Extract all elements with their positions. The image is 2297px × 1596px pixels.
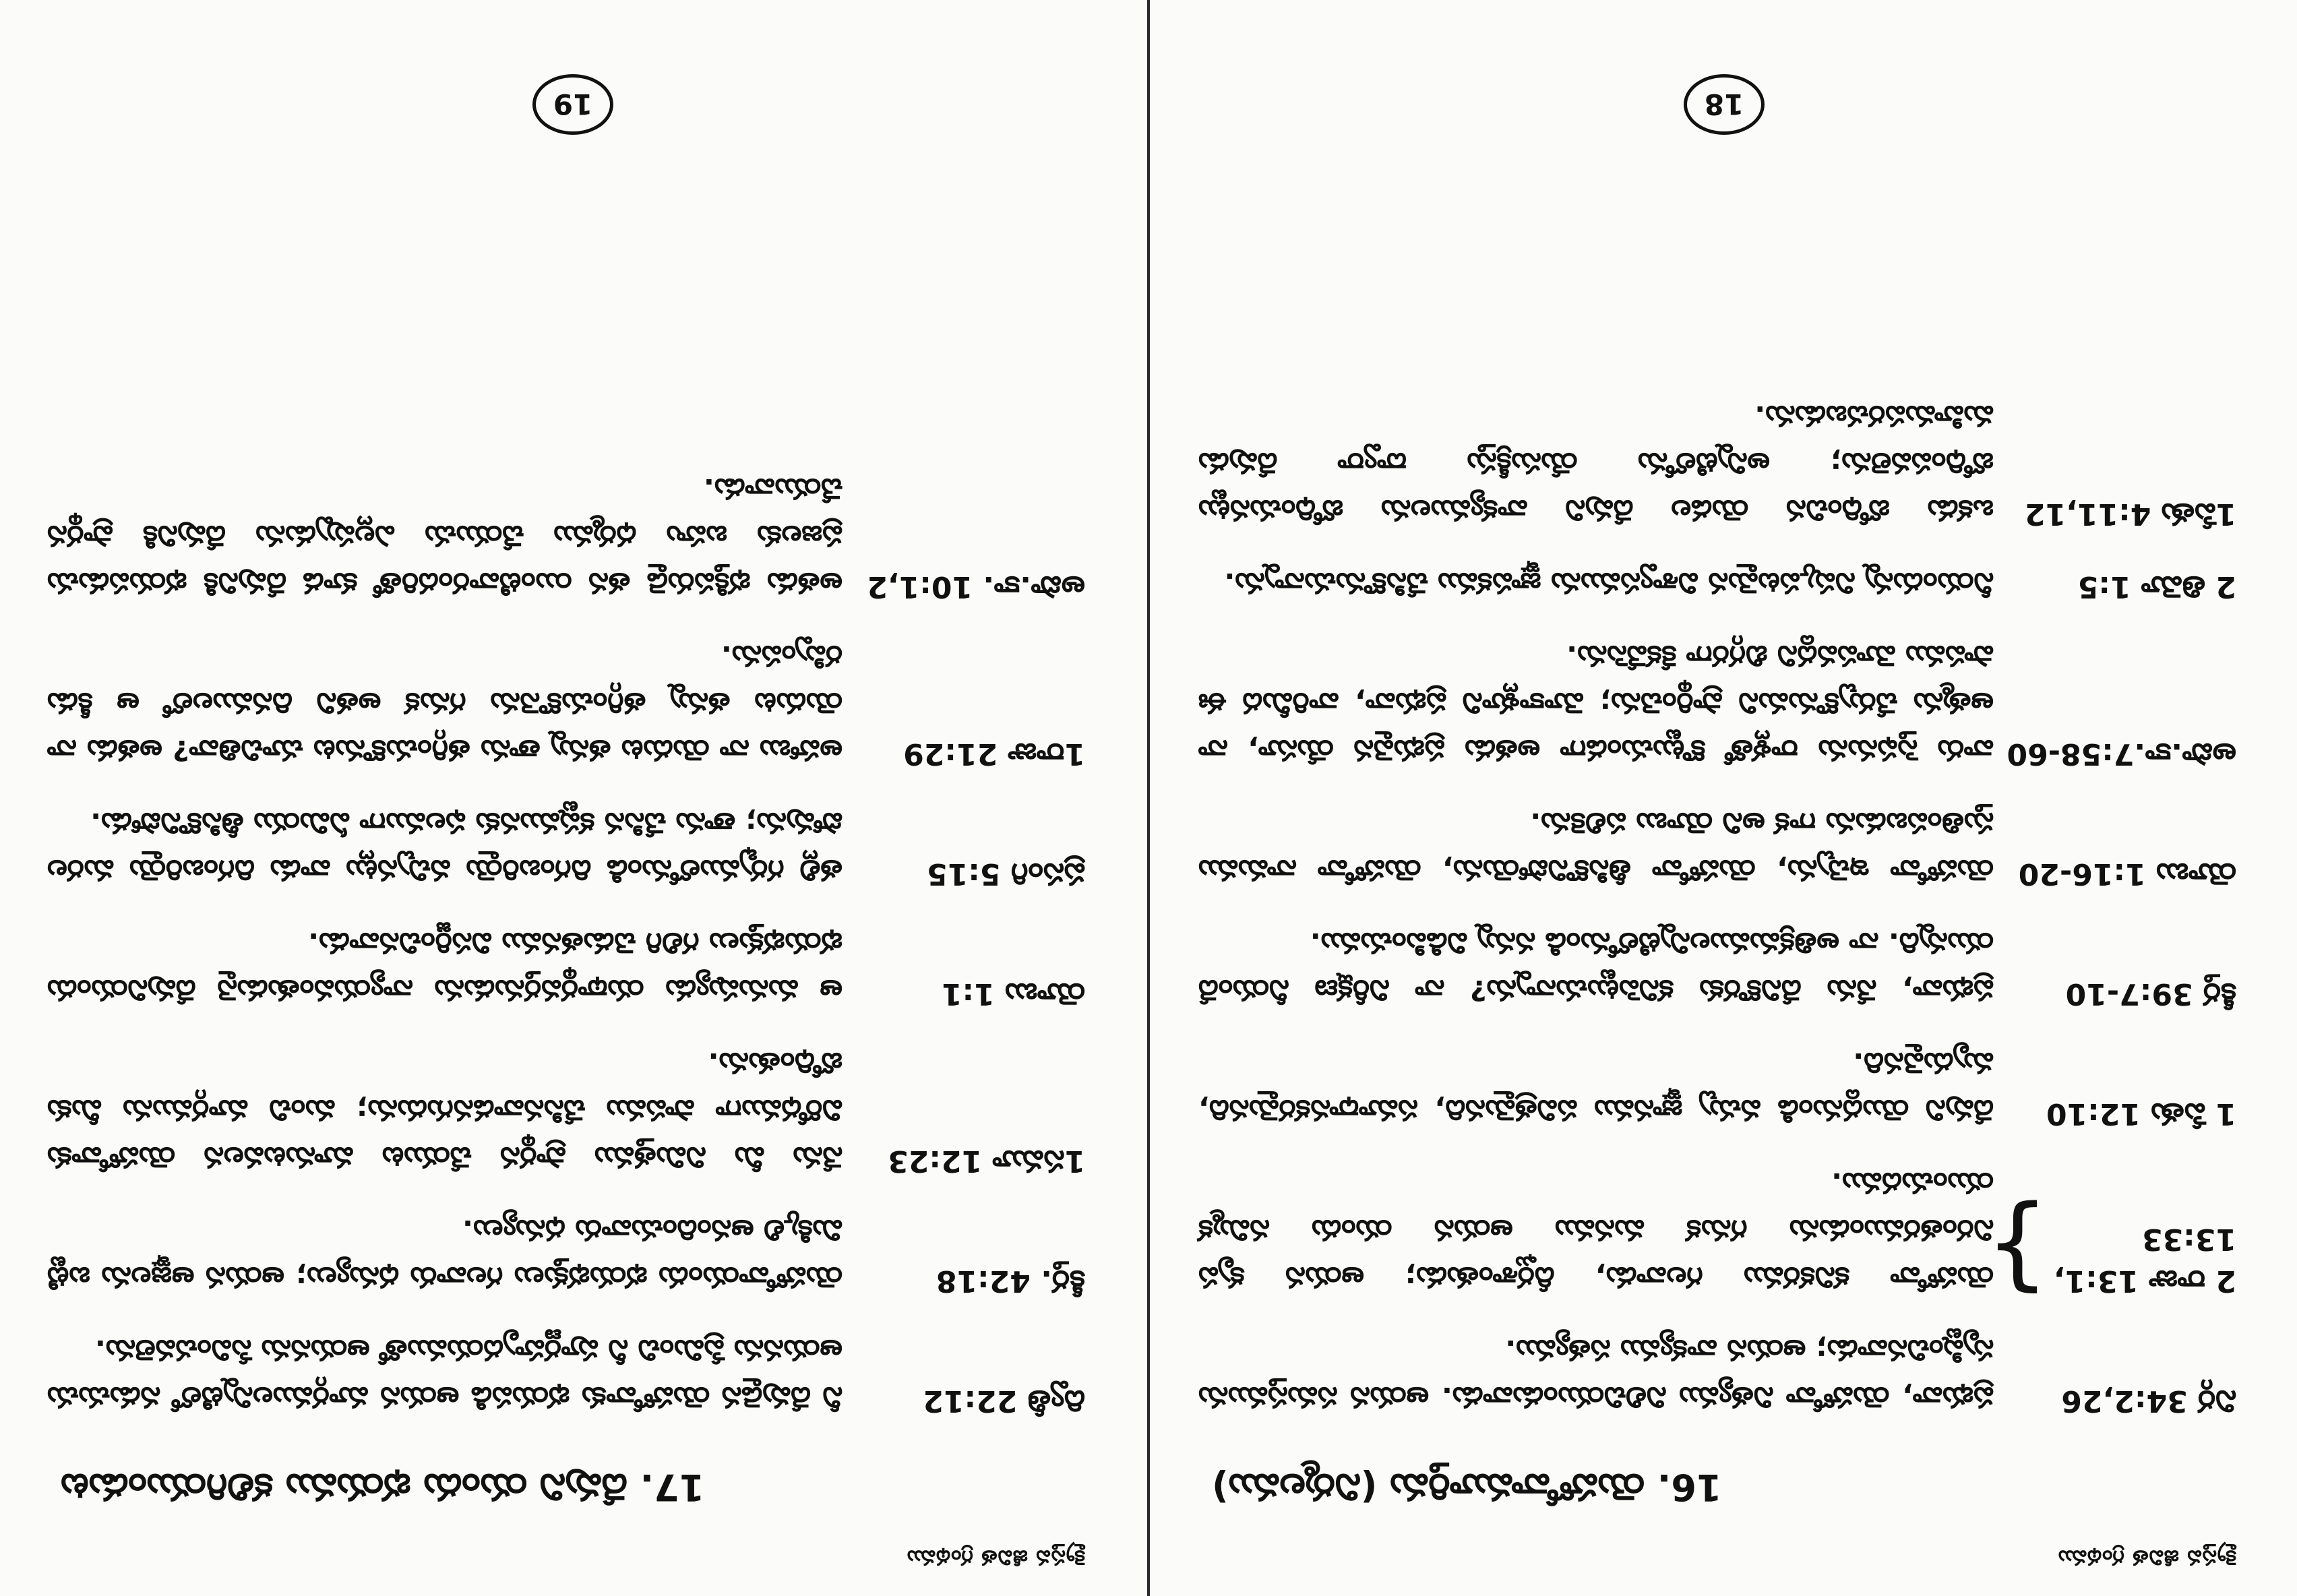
chapter-title: 16. యెహోవామూర్తిమ (నిర్మలము) bbox=[1212, 1466, 1722, 1508]
verse-reference: యోబు 1:1 bbox=[941, 977, 1085, 1011]
page-18 bbox=[1151, 0, 2297, 1596]
verse-entry bbox=[1198, 919, 2236, 1014]
reference-line: 13:33 bbox=[2141, 1222, 2236, 1256]
brace-icon: } bbox=[1985, 1192, 2050, 1310]
verse-text: నేను మీ నిమిత్తము ప్రార్థన చేయుట మానుటవలన యెహోవాకు విరోధముగా పాపము చేసినవాడనగుదును; మంచి మార్గమును మీకు బోధింతును. bbox=[47, 1047, 843, 1174]
verse-reference: 1రాజు 21:29 bbox=[903, 737, 1085, 771]
verse-reference: 1సమూ 12:23 bbox=[888, 1144, 1085, 1178]
verse-text: ఆ మనుష్యుడు యథార్థవర్తనుడును న్యాయవంతుడునై దేవునియందు భయభక్తులు గలిగి చెడుతనము విసర్జించినవాడు. bbox=[47, 927, 843, 1007]
verse-text: ప్రభువా, నేను దేనికొరకు కనిపెట్టుచున్నాను? నా నిరీక్షణ నీయందే యున్నది. నా అతిక్రమములన్నిటిలోనుండి నన్ను విడిపించుము. bbox=[1198, 927, 1994, 1007]
verse-entry bbox=[1198, 799, 2236, 894]
page-gutter bbox=[1147, 0, 1150, 1596]
verse-entry bbox=[1198, 1326, 2236, 1421]
verse-entry bbox=[1198, 1159, 2236, 1310]
verse-text: నీయందున్న నిష్కపటమైన విశ్వాసమును జ్ఞాపకము చేసికొనుచున్నాను. bbox=[1224, 567, 1994, 600]
running-head: క్రైస్తవ జీవిత గ్రంథము bbox=[906, 1545, 1085, 1569]
verse-text: వారు స్తెఫనును రాళ్లతో కొట్టుచుండగా అతడు ప్రభువైన యేసూ, నా ఆత్మను చేర్చుకొనుమని ప్రార్థించెను; మోకాళ్లూని ప్రభువా, వారిమీద ఈ పాపము మోపవద్దని బిగ్గరగా కేకవేసెను. bbox=[1198, 640, 1994, 767]
verse-text: తల్లి గర్భములోనుండి దిగంబరియై వచ్చినట్లు వాడు దిగంబరియై మరల పోవును; తాను చేసిన కష్టమునకు ఫలముగా ఏమియు తీసికొనిపోడు. bbox=[47, 807, 843, 887]
verse-reference: కీర్త 39:7-10 bbox=[2065, 977, 2236, 1011]
verse-reference: 1పేతు 4:11,12 bbox=[2024, 497, 2236, 531]
verse-reference: ద్వితీ 22:12 bbox=[923, 1384, 1085, 1418]
verse-text: అతడు భక్తిపరుడై తన యింటివారందరితో కూడ దేవునికి భయపడుచు ప్రజలకు బహు ధర్మము చేయుచు ఎల్లప్పుడును దేవునికి ప్రార్థన చేయువాడు. bbox=[47, 472, 843, 600]
verse-list bbox=[1198, 367, 2236, 1421]
verse-reference: అపొ.కా.7:58-60 bbox=[2007, 737, 2236, 771]
verse-reference: 2 తిమో 1:5 bbox=[2077, 570, 2236, 604]
verse-entry bbox=[47, 919, 1085, 1014]
verse-entry bbox=[1198, 392, 2236, 534]
verse-text: యెహోవాయందు భయభక్తులు గలవారు ధన్యులు; ఆయన ఆజ్ఞలను బట్టి మిక్కిలి ఆనందించువారు ధన్యులు. bbox=[47, 1214, 843, 1294]
verse-text: ఒకడు బోధించిన యెడల దేవుని వాక్యములను బోధించునట్టు బోధింపవలెను; అన్నిటిలోను యేసుక్రీస్తు ద్వారా దేవుడు మహిమపరచబడును. bbox=[1198, 400, 1994, 527]
verse-reference: కీర్త. 42:18 bbox=[936, 1264, 1085, 1298]
verse-reference: నిర్గ 34:2,26 bbox=[2061, 1384, 2236, 1418]
verse-entry bbox=[47, 1206, 1085, 1301]
verse-reference: 1 పేతు 12:10 bbox=[2046, 1097, 2236, 1131]
verse-entry bbox=[1198, 632, 2236, 774]
verse-reference: అపొ.కా. 10:1,2 bbox=[867, 570, 1085, 604]
verse-entry bbox=[47, 632, 1085, 774]
verse-text: యెహోవా కనికరము గలవాడు, దీర్ఘశాంతుడు; ఆయన కృప నిరంతరముండును గనుక మనము ఆయన యందు నమ్మిక యుంచుదము. bbox=[1198, 1167, 1994, 1294]
verse-entry bbox=[47, 465, 1085, 607]
page-number: 19 bbox=[532, 74, 613, 135]
page-19 bbox=[0, 0, 1146, 1596]
reference-line: 2 రాజు 13:1, bbox=[2053, 1264, 2236, 1298]
verse-reference bbox=[1985, 1159, 2236, 1310]
verse-list bbox=[47, 439, 1085, 1421]
verse-text: దేవుని యొద్దనుండి వచ్చు జ్ఞానము పవిత్రమైనది, సమాధానకరమైనది, మృదువైనది. bbox=[1198, 1047, 1994, 1127]
verse-text: నీ దేవుడైన యెహోవాకు భయపడి ఆయన మార్గములన్నిటిలో నడుచుచు ఆయనను ప్రేమించి నీ పూర్ణహృదయముతో ఆయనను సేవించవలెను. bbox=[47, 1334, 843, 1414]
verse-entry bbox=[1198, 559, 2236, 607]
verse-text: ప్రభువా, యెహోవా నిత్యము నిలిచియుండువాడు. ఆయన సమస్తమును సృష్టించినవాడు; ఆయన వాక్యము సత్యము. bbox=[1198, 1334, 1994, 1414]
page-number: 18 bbox=[1684, 74, 1765, 135]
verse-entry bbox=[47, 1039, 1085, 1181]
verse-entry bbox=[1198, 1039, 2236, 1134]
verse-reference: ప్రసంగి 5:15 bbox=[927, 857, 1085, 891]
verse-text: అహాబు నా యెదుట తన్ను తాను తగ్గించుకొనుట చూచితివా? అతడు నా యెదుట తన్ను తగ్గించుకొనెను గనుక అతని దినములలో ఆ కీడు రప్పింపను. bbox=[47, 640, 843, 767]
reference-stack bbox=[2054, 1222, 2236, 1298]
verse-entry bbox=[47, 799, 1085, 894]
verse-text: యెహోవా ఇచ్చెను, యెహోవా తీసికొనిపోయెను, యెహోవా నామము స్తుతింపబడును గాక అని యోబు పలికెను. bbox=[1198, 807, 1994, 887]
chapter-title: 17. దేవుని యందు భయము కలిగియుండుట bbox=[61, 1466, 705, 1508]
running-head: క్రైస్తవ జీవిత గ్రంథము bbox=[2057, 1545, 2236, 1569]
verse-entry bbox=[47, 1326, 1085, 1421]
verse-reference: యోబు 1:16-20 bbox=[2018, 857, 2236, 891]
